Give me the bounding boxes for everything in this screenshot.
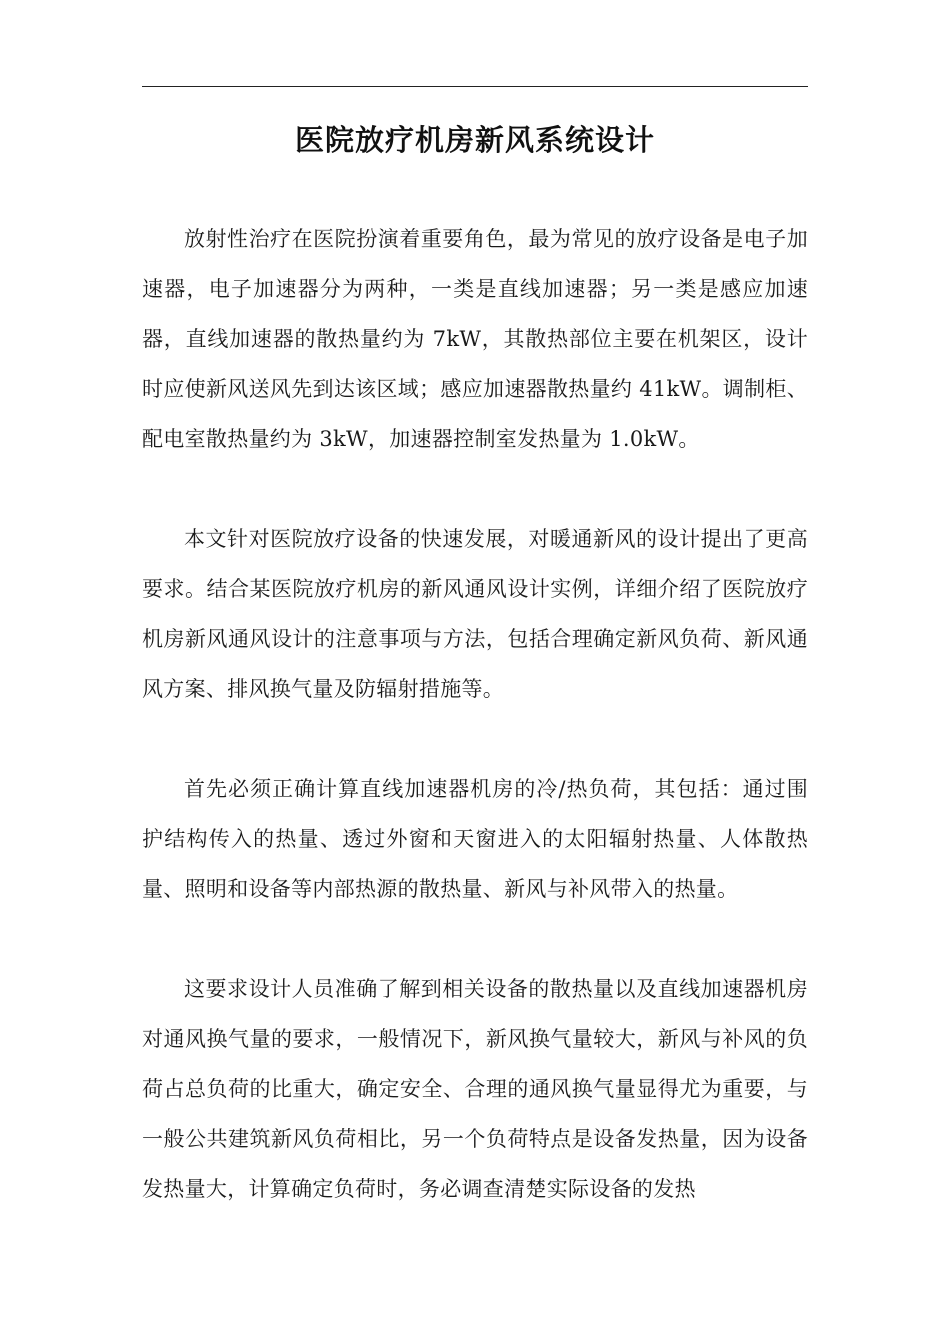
paragraph-2: 本文针对医院放疗设备的快速发展，对暖通新风的设计提出了更高要求。结合某医院放疗机房的新风通风设计实例，详细介绍了医院放疗机房新风通风设计的注意事项与方法，包括合理确定新风负荷、新风通风方案、排风换气量及防辐射措施等。 xyxy=(142,527,808,701)
header-divider xyxy=(142,86,808,87)
paragraph-4: 这要求设计人员准确了解到相关设备的散热量以及直线加速器机房对通风换气量的要求，一般情况下，新风换气量较大，新风与补风的负荷占总负荷的比重大，确定安全、合理的通风换气量显得尤为重要，与一般公共建筑新风负荷相比，另一个负荷特点是设备发热量，因为设备发热量大，计算确定负荷时，务必调查清楚实际设备的发热 xyxy=(142,977,808,1201)
paragraph-3: 首先必须正确计算直线加速器机房的冷/热负荷，其包括：通过围护结构传入的热量、透过外窗和天窗进入的太阳辐射热量、人体散热量、照明和设备等内部热源的散热量、新风与补风带入的热量。 xyxy=(142,777,808,901)
paragraph-1: 放射性治疗在医院扮演着重要角色，最为常见的放疗设备是电子加速器，电子加速器分为两种，一类是直线加速器；另一类是感应加速器，直线加速器的散热量约为 7kW，其散热部位主要在机架区，设计时应使新风送风先到达该区域；感应加速器散热量约 41kW。调制柜、配电室散热量约为 3kW，加速器控制室发热量为 1.0kW。 xyxy=(142,227,808,451)
document-title: 医院放疗机房新风系统设计 xyxy=(294,123,655,157)
